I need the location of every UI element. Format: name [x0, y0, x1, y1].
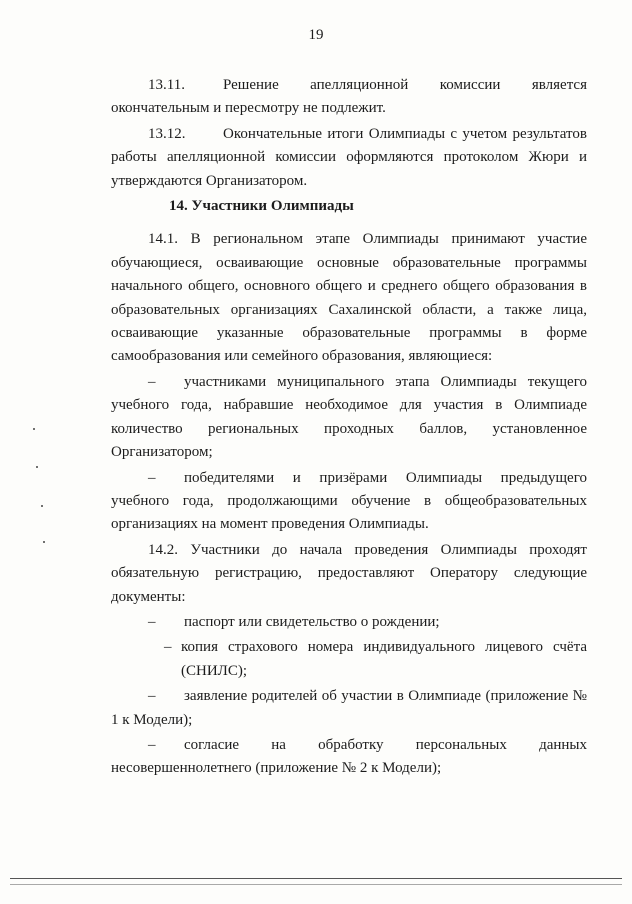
document-item-text: согласие на обработку персональных данных несовершеннолетнего (приложение № 2 к Модели);	[111, 736, 587, 777]
scan-speck	[36, 466, 38, 468]
scan-edge-line	[10, 884, 622, 885]
document-item-text: заявление родителей об участии в Олимпиаде (приложение № 1 к Модели);	[111, 688, 587, 728]
document-body	[111, 74, 587, 781]
dash-marker: –	[164, 639, 172, 656]
dash-marker: –	[148, 469, 156, 486]
scan-edge-line	[10, 878, 622, 879]
clause-text: Окончательные итоги Олимпиады с учетом результатов работы апелляционной комиссии оформляются протоколом Жюри и утверждаются Организатором.	[111, 125, 587, 189]
paragraph-14-2: 14.2. Участники до начала проведения Олимпиады проходят обязательную регистрацию, предоставляют Оператору следующие документы:	[111, 541, 587, 605]
document-item	[111, 611, 587, 634]
document-item	[111, 734, 587, 781]
section-heading: 14. Участники Олимпиады	[169, 198, 354, 215]
scan-speck	[43, 541, 45, 543]
page-number: 19	[308, 27, 324, 43]
dash-marker: –	[148, 688, 156, 705]
document-item-text: паспорт или свидетельство о рождении;	[184, 613, 440, 630]
clause-number: 13.11.	[148, 77, 185, 93]
document-item	[111, 685, 587, 732]
list-item-text: участниками муниципального этапа Олимпиады текущего учебного года, набравшие необходимое для участия в Олимпиаде количество региональных проходных баллов, установленное Организатором;	[111, 373, 587, 461]
paragraph-14-1: 14.1. В региональном этапе Олимпиады принимают участие обучающиеся, осваивающие основные образовательные программы начального общего, основного общего и среднего общего образования в образовательных организациях Сахалинской области, а также лица, осваивающие указанные образовательные программы в форме самообразования или семейного образования, являющиеся:	[111, 231, 587, 365]
paragraph-13-11	[111, 74, 587, 121]
list-item-text: победителями и призёрами Олимпиады предыдущего учебного года, продолжающими обучение в общеобразовательных организациях на момент проведения Олимпиады.	[111, 469, 587, 533]
clause-number: 13.12.	[148, 125, 186, 142]
scan-speck	[41, 505, 43, 507]
document-item-text: копия страхового номера индивидуального лицевого счёта (СНИЛС);	[181, 639, 587, 679]
dash-marker: –	[148, 373, 156, 390]
list-item	[111, 467, 587, 537]
list-item	[111, 371, 587, 465]
dash-marker: –	[148, 736, 156, 753]
scan-speck	[33, 428, 35, 430]
document-item	[111, 636, 587, 683]
paragraph-13-12	[111, 123, 587, 193]
dash-marker: –	[148, 613, 156, 630]
clause-text: Решение апелляционной комиссии является окончательным и пересмотру не подлежит.	[111, 77, 587, 117]
